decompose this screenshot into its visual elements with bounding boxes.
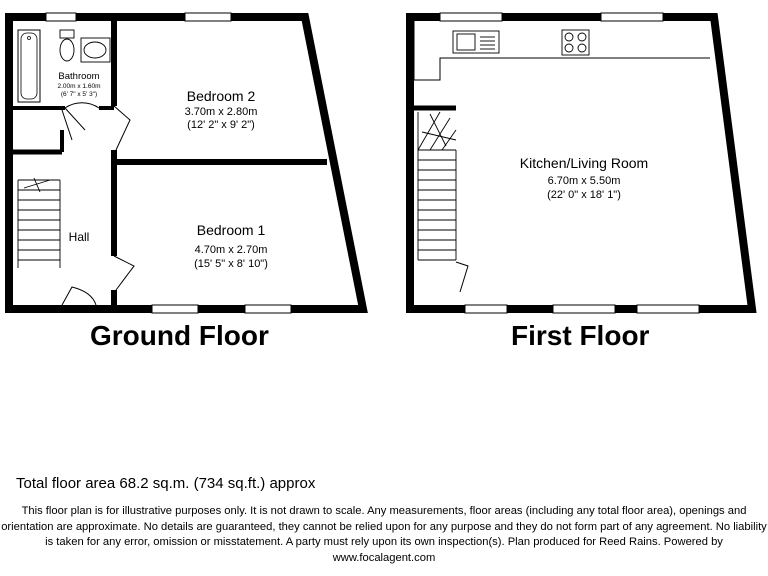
- ground-floor-plan: [9, 13, 363, 313]
- hob-icon: [562, 30, 589, 55]
- kitchen-living-metric: 6.70m x 5.50m: [547, 175, 621, 187]
- kitchen-living-imperial: (22' 0" x 18' 1"): [547, 189, 621, 201]
- bathroom-imperial: (6' 7" x 5' 3"): [60, 91, 98, 98]
- ground-floor-title: Ground Floor: [90, 320, 269, 351]
- front-door: [62, 287, 96, 305]
- bedroom2-door: [114, 106, 130, 150]
- total-floor-area: Total floor area 68.2 sq.m. (734 sq.ft.) approx: [16, 475, 316, 492]
- first-floor-plan: [410, 13, 752, 313]
- bedroom2-metric: 3.70m x 2.80m: [184, 106, 258, 118]
- hall-name: Hall: [68, 230, 90, 244]
- disclaimer-text: This floor plan is for illustrative purposes only. It is not drawn to scale. Any measurements, floor areas (including any total floor area), openings and orientation are approximate. No details are guaranteed, they cannot be relied upon for any purpose and they do not form part of any agreement. No liability is taken for any error, omission or misstatement. A party must rely upon its own inspection(s). Plan produced for Reed Rains. Powered by www.focalagent.com: [1, 505, 767, 564]
- kitchen-living-name: Kitchen/Living Room: [519, 155, 649, 171]
- basin-icon: [81, 38, 110, 62]
- first-floor-title: First Floor: [511, 320, 650, 351]
- ground-floor-stairs: [18, 178, 60, 268]
- bedroom1-imperial: (15' 5" x 8' 10"): [194, 258, 268, 270]
- bathroom-door: [65, 103, 99, 130]
- stair-gate: [456, 262, 468, 292]
- first-floor-stairs: [418, 112, 456, 260]
- bedroom1-metric: 4.70m x 2.70m: [194, 244, 268, 256]
- bathroom-name: Bathroom: [58, 71, 100, 82]
- bedroom2-name: Bedroom 2: [186, 88, 256, 104]
- bedroom1-door: [114, 256, 134, 290]
- toilet-icon: [60, 30, 74, 61]
- bedroom1-name: Bedroom 1: [196, 222, 266, 238]
- bathroom-metric: 2.00m x 1.60m: [57, 83, 101, 90]
- bedroom2-imperial: (12' 2" x 9' 2"): [187, 119, 255, 131]
- sink-icon: [453, 31, 499, 53]
